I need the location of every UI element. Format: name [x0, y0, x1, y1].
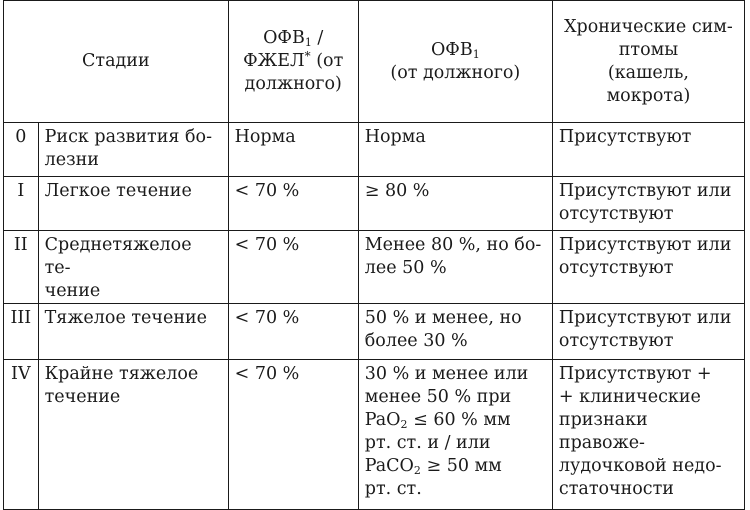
symptoms-value — [552, 360, 744, 510]
stage-name-line: течение — [44, 387, 121, 407]
stage-number: III — [4, 304, 39, 360]
symptoms-line: Присутствуют или — [558, 181, 732, 201]
fev1-value — [358, 304, 552, 360]
pao2-sub: 2 — [400, 418, 408, 431]
stage-name-line: Тяжелое течение — [44, 308, 208, 328]
pao2-value: ≤ 60 % мм — [407, 410, 511, 430]
table-row — [4, 360, 745, 510]
stage-name-line: Риск развития бо- — [44, 127, 212, 147]
stage-name — [38, 177, 228, 231]
stage-name-line: лезни — [44, 150, 99, 170]
fev1-line-pao2 — [365, 409, 546, 432]
symptoms-value — [552, 177, 744, 231]
symptoms-line: Присутствуют или — [558, 235, 732, 255]
fev1-line: лее 50 % — [364, 258, 447, 278]
header-fev1-fvc-sub: 1 — [304, 36, 312, 49]
fev1-line: 50 % и менее, но — [364, 308, 522, 328]
fev1-fvc-value: < 70 % — [228, 360, 358, 510]
header-fvc-abbr: ФЖЕЛ — [243, 51, 305, 71]
symptoms-line: отсутствуют — [558, 331, 674, 351]
header-fvc-asterisk: * — [304, 49, 311, 63]
header-fvc-predicted: должного) — [244, 74, 342, 94]
stage-name — [38, 231, 228, 304]
stage-name-line: Легкое течение — [44, 181, 192, 201]
symptoms-line: Присутствуют — [558, 127, 692, 147]
header-fev1-fvc-abbr: ОФВ — [263, 28, 305, 48]
symptoms-line: + клинические — [558, 387, 701, 407]
stage-number: II — [4, 231, 39, 304]
symptoms-line: Присутствуют или — [558, 308, 732, 328]
symptoms-line: Присутствуют + — [558, 364, 712, 384]
paco2-label: PaCO — [364, 456, 414, 476]
header-row — [4, 1, 745, 123]
header-symptoms-line: мокрота) — [606, 85, 691, 106]
stage-name — [38, 123, 228, 177]
header-fev1-fvc — [228, 1, 358, 123]
header-symptoms-line: (кашель, — [607, 62, 689, 83]
symptoms-line: отсутствуют — [558, 204, 674, 224]
fev1-fvc-value: < 70 % — [228, 231, 358, 304]
stage-number: IV — [4, 360, 39, 510]
fev1-fvc-value: Норма — [228, 123, 358, 177]
paco2-value: ≥ 50 мм — [420, 456, 502, 476]
stage-number: 0 — [4, 123, 39, 177]
fev1-line: 30 % и менее или — [364, 364, 529, 384]
header-symptoms-line: Хронические сим- — [564, 16, 733, 37]
stage-number: I — [4, 177, 39, 231]
copd-stages-table — [3, 0, 745, 510]
symptoms-line: отсутствуют — [558, 258, 674, 278]
fev1-line: более 30 % — [364, 331, 468, 351]
fev1-line: рт. ст. — [364, 479, 422, 499]
fev1-fvc-value: < 70 % — [228, 177, 358, 231]
header-fev1 — [358, 1, 552, 123]
paco2-sub: 2 — [413, 464, 421, 477]
header-fev1-sub: 1 — [472, 47, 480, 61]
symptoms-value — [552, 123, 744, 177]
fev1-value — [358, 360, 552, 510]
header-symptoms-line: птомы — [618, 39, 679, 60]
header-fvc-from: (от — [310, 51, 344, 71]
symptoms-line: статочности — [558, 479, 674, 499]
table-row — [4, 231, 745, 304]
symptoms-value — [552, 231, 744, 304]
fev1-line-paco2 — [365, 455, 546, 478]
symptoms-line: признаки правоже- — [558, 410, 648, 453]
table-row — [4, 123, 745, 177]
pao2-label: PaO — [364, 410, 401, 430]
stage-name-line: Крайне тяжелое — [44, 364, 199, 384]
fev1-fvc-value: < 70 % — [228, 304, 358, 360]
stage-name-line: Среднетяжелое те- — [44, 235, 192, 278]
symptoms-value — [552, 304, 744, 360]
fev1-line: ≥ 80 % — [364, 181, 430, 201]
fev1-line: менее 50 % при — [364, 387, 512, 407]
stage-name-line: чение — [44, 281, 101, 301]
fev1-value — [358, 177, 552, 231]
header-symptoms — [552, 1, 744, 123]
stage-name — [38, 304, 228, 360]
fev1-value — [358, 231, 552, 304]
header-stages: Стадии — [4, 1, 229, 123]
header-fev1-abbr: ОФВ — [430, 39, 473, 60]
header-fev1-predicted: (от должного) — [390, 62, 521, 83]
fev1-line: Норма — [364, 127, 426, 147]
fev1-value — [358, 123, 552, 177]
fev1-line: рт. ст. и / или — [364, 433, 491, 453]
table-row — [4, 304, 745, 360]
fev1-line: Менее 80 %, но бо- — [364, 235, 542, 255]
stage-name — [38, 360, 228, 510]
symptoms-line: лудочковой недо- — [558, 456, 722, 476]
header-fev1-fvc-slash: / — [311, 28, 324, 48]
table-row — [4, 177, 745, 231]
